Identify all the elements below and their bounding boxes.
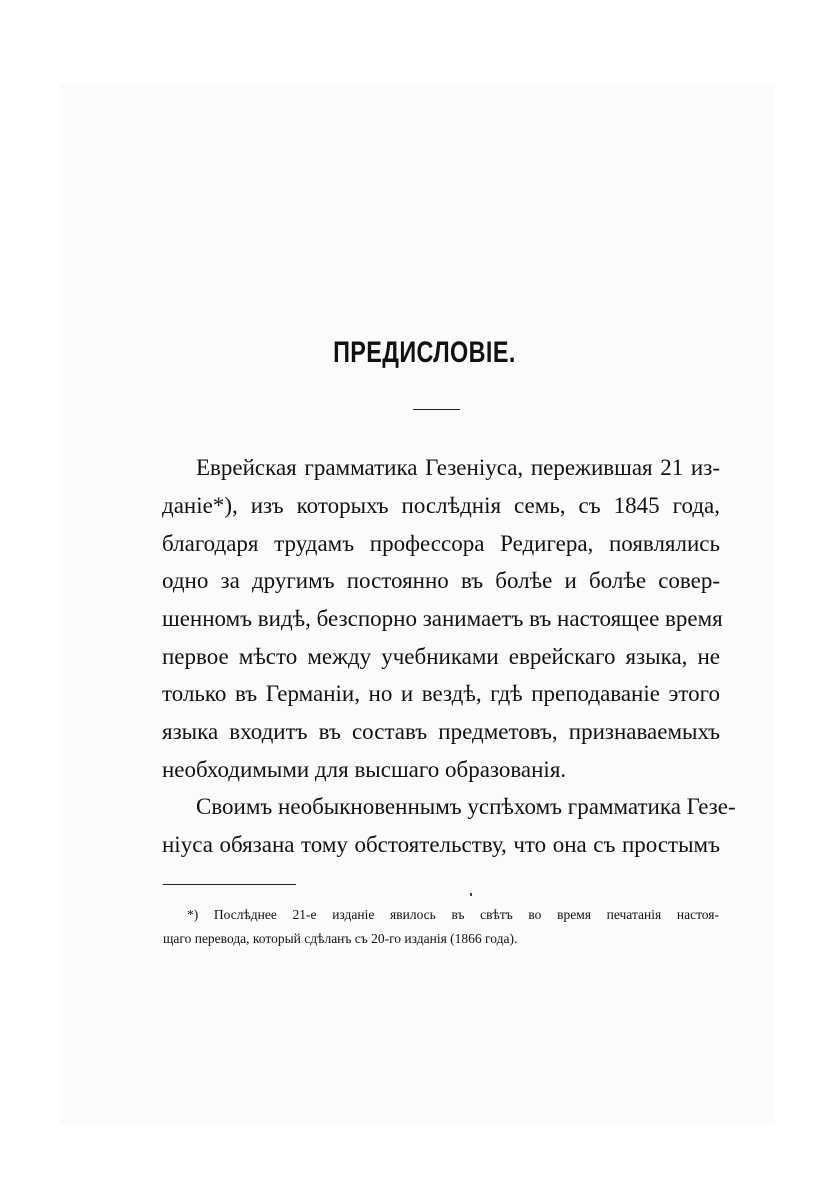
paragraph-1-line-8: языка входитъ въ составъ предметовъ, признаваемыхъ — [162, 719, 720, 744]
paragraph-1-line-1: Еврейская грамматика Гезеніуса, пережившая 21 из- — [196, 455, 720, 480]
footnote-line-2: щаго перевода, который сдѣланъ съ 20-го изданія (1866 года). — [163, 931, 518, 946]
paragraph-1-line-9: необходимыми для высшаго образованія. — [162, 757, 567, 782]
paragraph-1-line-6: первое мѣсто между учебниками еврейскаго языка, не — [162, 644, 720, 669]
paragraph-1-line-4: одно за другимъ постоянно въ болѣе и болѣе совер- — [162, 568, 720, 593]
paragraph-2-line-1: Своимъ необыкновеннымъ успѣхомъ грамматика Гезе- — [196, 794, 736, 819]
paragraph-2-line-2: ніуса обязана тому обстоятельству, что она съ простымъ — [162, 832, 720, 857]
paragraph-1-line-5: шенномъ видѣ, безспорно занимаетъ въ настоящее время — [162, 606, 723, 631]
title-divider — [413, 409, 460, 410]
page-title: ПРЕДИСЛОВІЕ. — [333, 336, 516, 369]
print-speck — [470, 893, 472, 896]
footnote-divider — [163, 884, 296, 885]
paragraph-1-line-7: только въ Германіи, но и вездѣ, гдѣ преподаваніе этого — [162, 681, 720, 706]
paragraph-1-line-3: благодаря трудамъ профессора Редигера, появлялись — [162, 531, 720, 556]
paragraph-1-line-2: даніе*), изъ которыхъ послѣднія семь, съ 1845 года, — [162, 493, 720, 518]
footnote-line-1: *) Послѣднее 21-е изданіе явилось въ свѣтъ во время печатанія настоя- — [187, 907, 719, 922]
